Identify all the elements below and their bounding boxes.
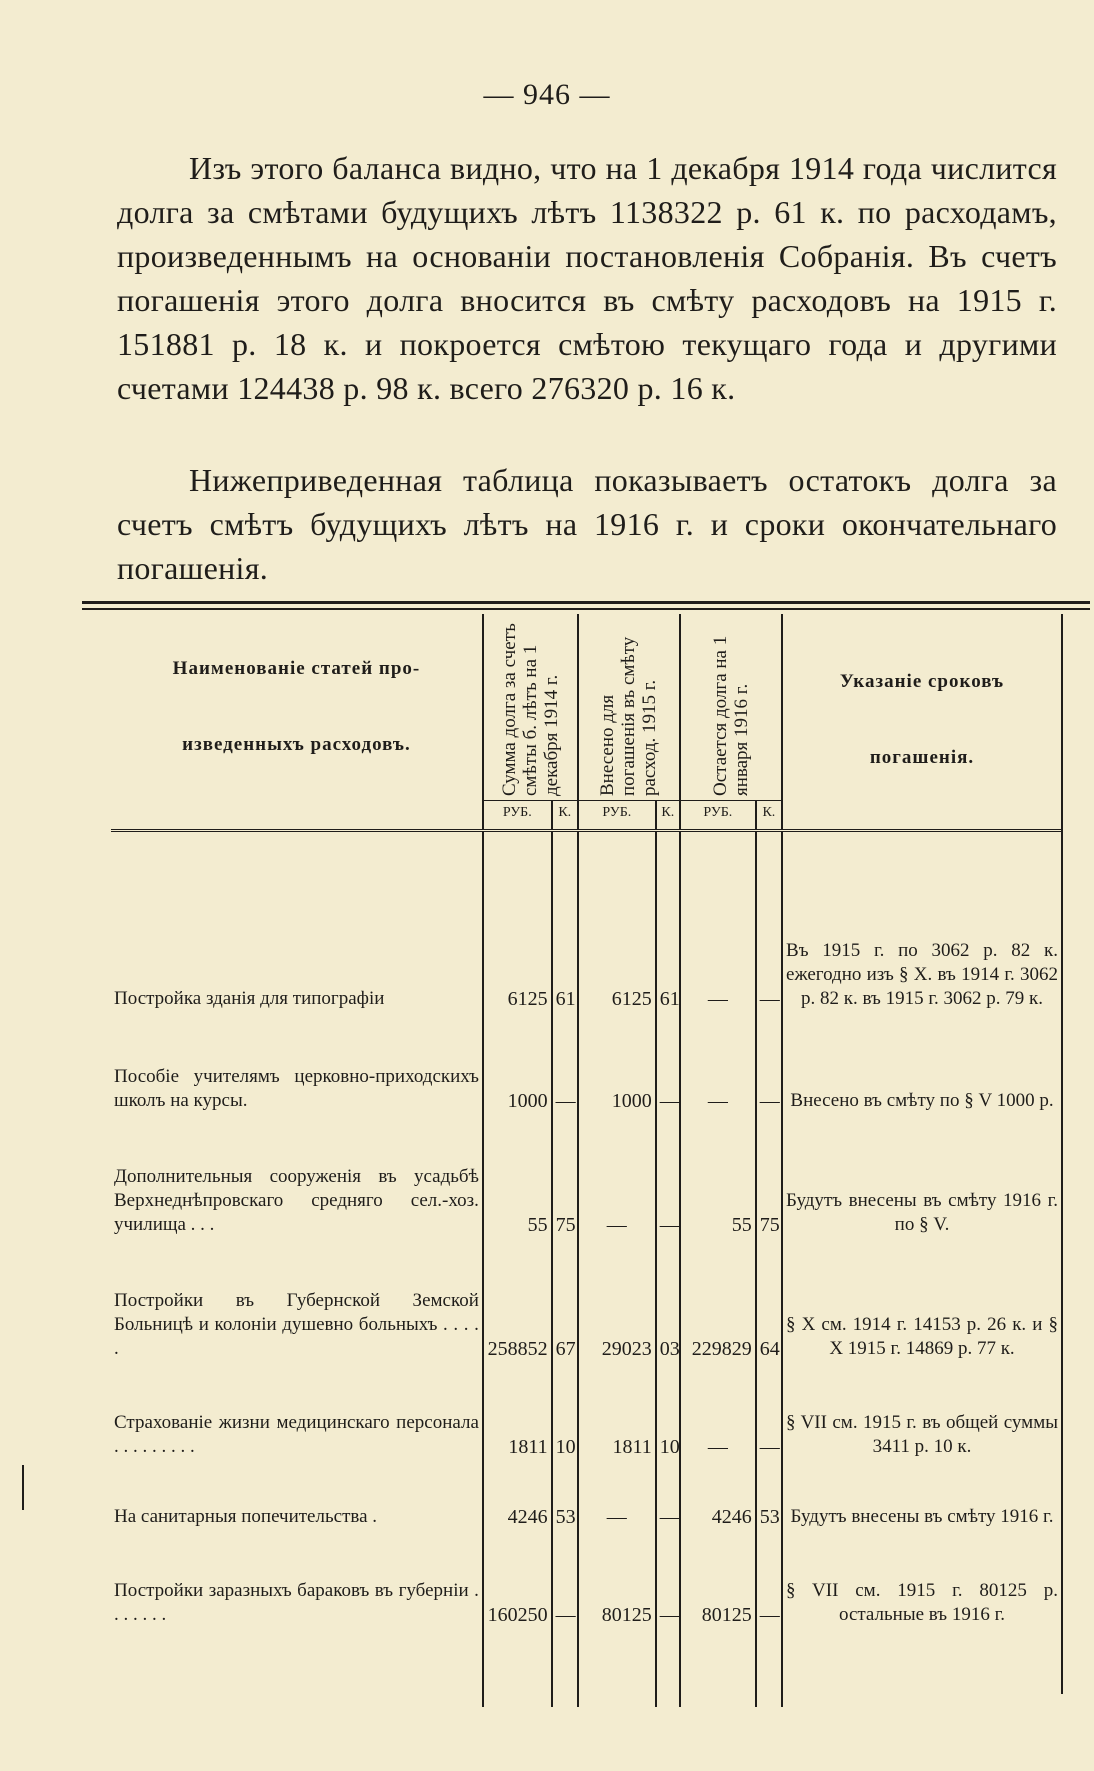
row-sum-rub: 1811 — [483, 1361, 552, 1459]
row-remain-rub: — — [680, 831, 756, 1011]
row-name: Дополнительныя сооруженія въ усадьбѣ Верхнеднѣпровскаго средняго сел.-хоз. училища . . . — [114, 1165, 479, 1235]
row-sum-kop: 10 — [552, 1361, 578, 1459]
row-paid-kop: — — [656, 1113, 680, 1237]
row-name: Постройка зданія для типографіи — [114, 987, 385, 1009]
row-remain-rub: 229829 — [680, 1237, 756, 1361]
row-sum-kop: 75 — [552, 1113, 578, 1237]
header-terms-line1: Указаніе сроковъ — [839, 670, 1005, 692]
header-paid-label: Внесено для погашенія въ смѣту расход. 1915 г. — [597, 636, 661, 796]
table-row — [111, 831, 1061, 1011]
table-row — [111, 1361, 1061, 1459]
margin-tick — [22, 1465, 24, 1510]
table-row — [111, 1113, 1061, 1237]
row-sum-kop: 53 — [552, 1459, 578, 1529]
row-paid-rub: 29023 — [578, 1237, 656, 1361]
paragraph-table-intro: Нижеприведенная таблица показываетъ остатокъ долга за счетъ смѣтъ будущихъ лѣтъ на 1916 г. и сроки окончательнаго погашенія. — [117, 462, 1057, 586]
row-remain-kop: — — [756, 1361, 782, 1459]
header-remain-cell — [680, 614, 782, 801]
row-name: Постройки въ Губернской Земской Больницѣ и колоніи душевно больныхъ . . . . . — [114, 1289, 479, 1359]
unit-rub-remain: РУБ. — [680, 801, 756, 826]
row-remain-kop: — — [756, 1529, 782, 1627]
row-sum-rub: 6125 — [483, 831, 552, 1011]
unit-blank — [111, 801, 483, 826]
table-row — [111, 1011, 1061, 1113]
unit-rub-paid: РУБ. — [578, 801, 656, 826]
debt-table-block — [82, 601, 1092, 1691]
row-remain-rub: 80125 — [680, 1529, 756, 1627]
row-name: Пособіе учителямъ церковно-приходскихъ школъ на курсы. — [114, 1065, 479, 1111]
header-terms-cell — [782, 614, 1061, 825]
row-name: Постройки заразныхъ бараковъ въ губерніи . . . . . . . — [114, 1579, 479, 1625]
unit-kop-paid: К. — [656, 801, 680, 826]
table-right-rule — [1061, 614, 1063, 1694]
header-name-line1: Наименованіе статей про- — [172, 658, 421, 680]
row-remain-kop: 64 — [756, 1237, 782, 1361]
header-name-cell — [111, 614, 483, 801]
header-terms-line2: погашенія. — [869, 746, 975, 768]
row-sum-rub: 1000 — [483, 1011, 552, 1113]
table-top-rule — [82, 601, 1090, 604]
table-top-rule-2 — [82, 608, 1090, 610]
unit-rub-sum: РУБ. — [483, 801, 552, 826]
row-sum-rub: 258852 — [483, 1237, 552, 1361]
row-note: Внесено въ смѣту по § V 1000 р. — [782, 1011, 1061, 1113]
header-paid-cell — [578, 614, 680, 801]
row-note: Въ 1915 г. по 3062 р. 82 к. ежегодно изъ § X. въ 1914 г. 3062 р. 82 к. въ 1915 г. 3062 р. 79 к. — [782, 831, 1061, 1011]
row-paid-rub: 6125 — [578, 831, 656, 1011]
debt-table — [111, 614, 1061, 1707]
header-sum-label: Сумма долга за счетъ смѣты б. лѣтъ на 1 декабря 1914 г. — [498, 623, 562, 796]
row-paid-kop: 61 — [656, 831, 680, 1011]
row-note: § VII см. 1915 г. въ общей суммы 3411 р. 10 к. — [782, 1361, 1061, 1459]
header-name-line2: изведенныхъ расходовъ. — [182, 734, 411, 756]
row-sum-kop: 61 — [552, 831, 578, 1011]
row-paid-rub: 1000 — [578, 1011, 656, 1113]
header-sum-cell — [483, 614, 578, 801]
row-note: Будутъ внесены въ смѣту 1916 г. по § V. — [782, 1113, 1061, 1237]
row-sum-kop: 67 — [552, 1237, 578, 1361]
row-paid-kop: 03 — [656, 1237, 680, 1361]
row-sum-rub: 160250 — [483, 1529, 552, 1627]
page-number: — 946 — — [483, 78, 611, 111]
row-remain-rub: — — [680, 1011, 756, 1113]
row-sum-kop: — — [552, 1011, 578, 1113]
row-name: На санитарныя попечительства . — [114, 1505, 378, 1527]
row-remain-kop: — — [756, 831, 782, 1011]
row-note: § VII см. 1915 г. 80125 р. остальные въ 1916 г. — [782, 1529, 1061, 1627]
row-remain-kop: 53 — [756, 1459, 782, 1529]
row-paid-kop: — — [656, 1011, 680, 1113]
row-note: Будутъ внесены въ смѣту 1916 г. — [782, 1459, 1061, 1529]
row-paid-rub: 1811 — [578, 1361, 656, 1459]
table-row — [111, 1237, 1061, 1361]
row-name: Страхованіе жизни медицинскаго персонала . . . . . . . . . — [114, 1411, 479, 1457]
table-header-row — [111, 614, 1061, 801]
row-paid-rub: 80125 — [578, 1529, 656, 1627]
row-remain-kop: — — [756, 1011, 782, 1113]
row-remain-rub: 4246 — [680, 1459, 756, 1529]
row-paid-rub: — — [578, 1459, 656, 1529]
header-remain-label: Остается долга на 1 января 1916 г. — [709, 635, 752, 796]
unit-kop-remain: К. — [756, 801, 782, 826]
row-note: § X см. 1914 г. 14153 р. 26 к. и § X 1915 г. 14869 р. 77 к. — [782, 1237, 1061, 1361]
row-paid-kop: — — [656, 1529, 680, 1627]
row-remain-rub: — — [680, 1361, 756, 1459]
table-row — [111, 1459, 1061, 1529]
paragraph-balance: Изъ этого баланса видно, что на 1 декабря 1914 года числится долга за смѣтами будущихъ лѣтъ 1138322 р. 61 к. по расходамъ, произведеннымъ на основаніи постановленія Собранія. Въ счетъ погашенія этого долга вносится въ смѣту расходовъ на 1915 г. 151881 р. 18 к. и покроется смѣтою текущаго года и другими счетами 124438 р. 98 к. всего 276320 р. 16 к. — [117, 150, 1057, 406]
row-remain-rub: 55 — [680, 1113, 756, 1237]
row-remain-kop: 75 — [756, 1113, 782, 1237]
table-row — [111, 1529, 1061, 1627]
row-sum-rub: 55 — [483, 1113, 552, 1237]
table-tail — [111, 1627, 1061, 1707]
unit-kop-sum: К. — [552, 801, 578, 826]
row-sum-rub: 4246 — [483, 1459, 552, 1529]
row-sum-kop: — — [552, 1529, 578, 1627]
row-paid-kop: — — [656, 1459, 680, 1529]
row-paid-rub: — — [578, 1113, 656, 1237]
row-paid-kop: 10 — [656, 1361, 680, 1459]
